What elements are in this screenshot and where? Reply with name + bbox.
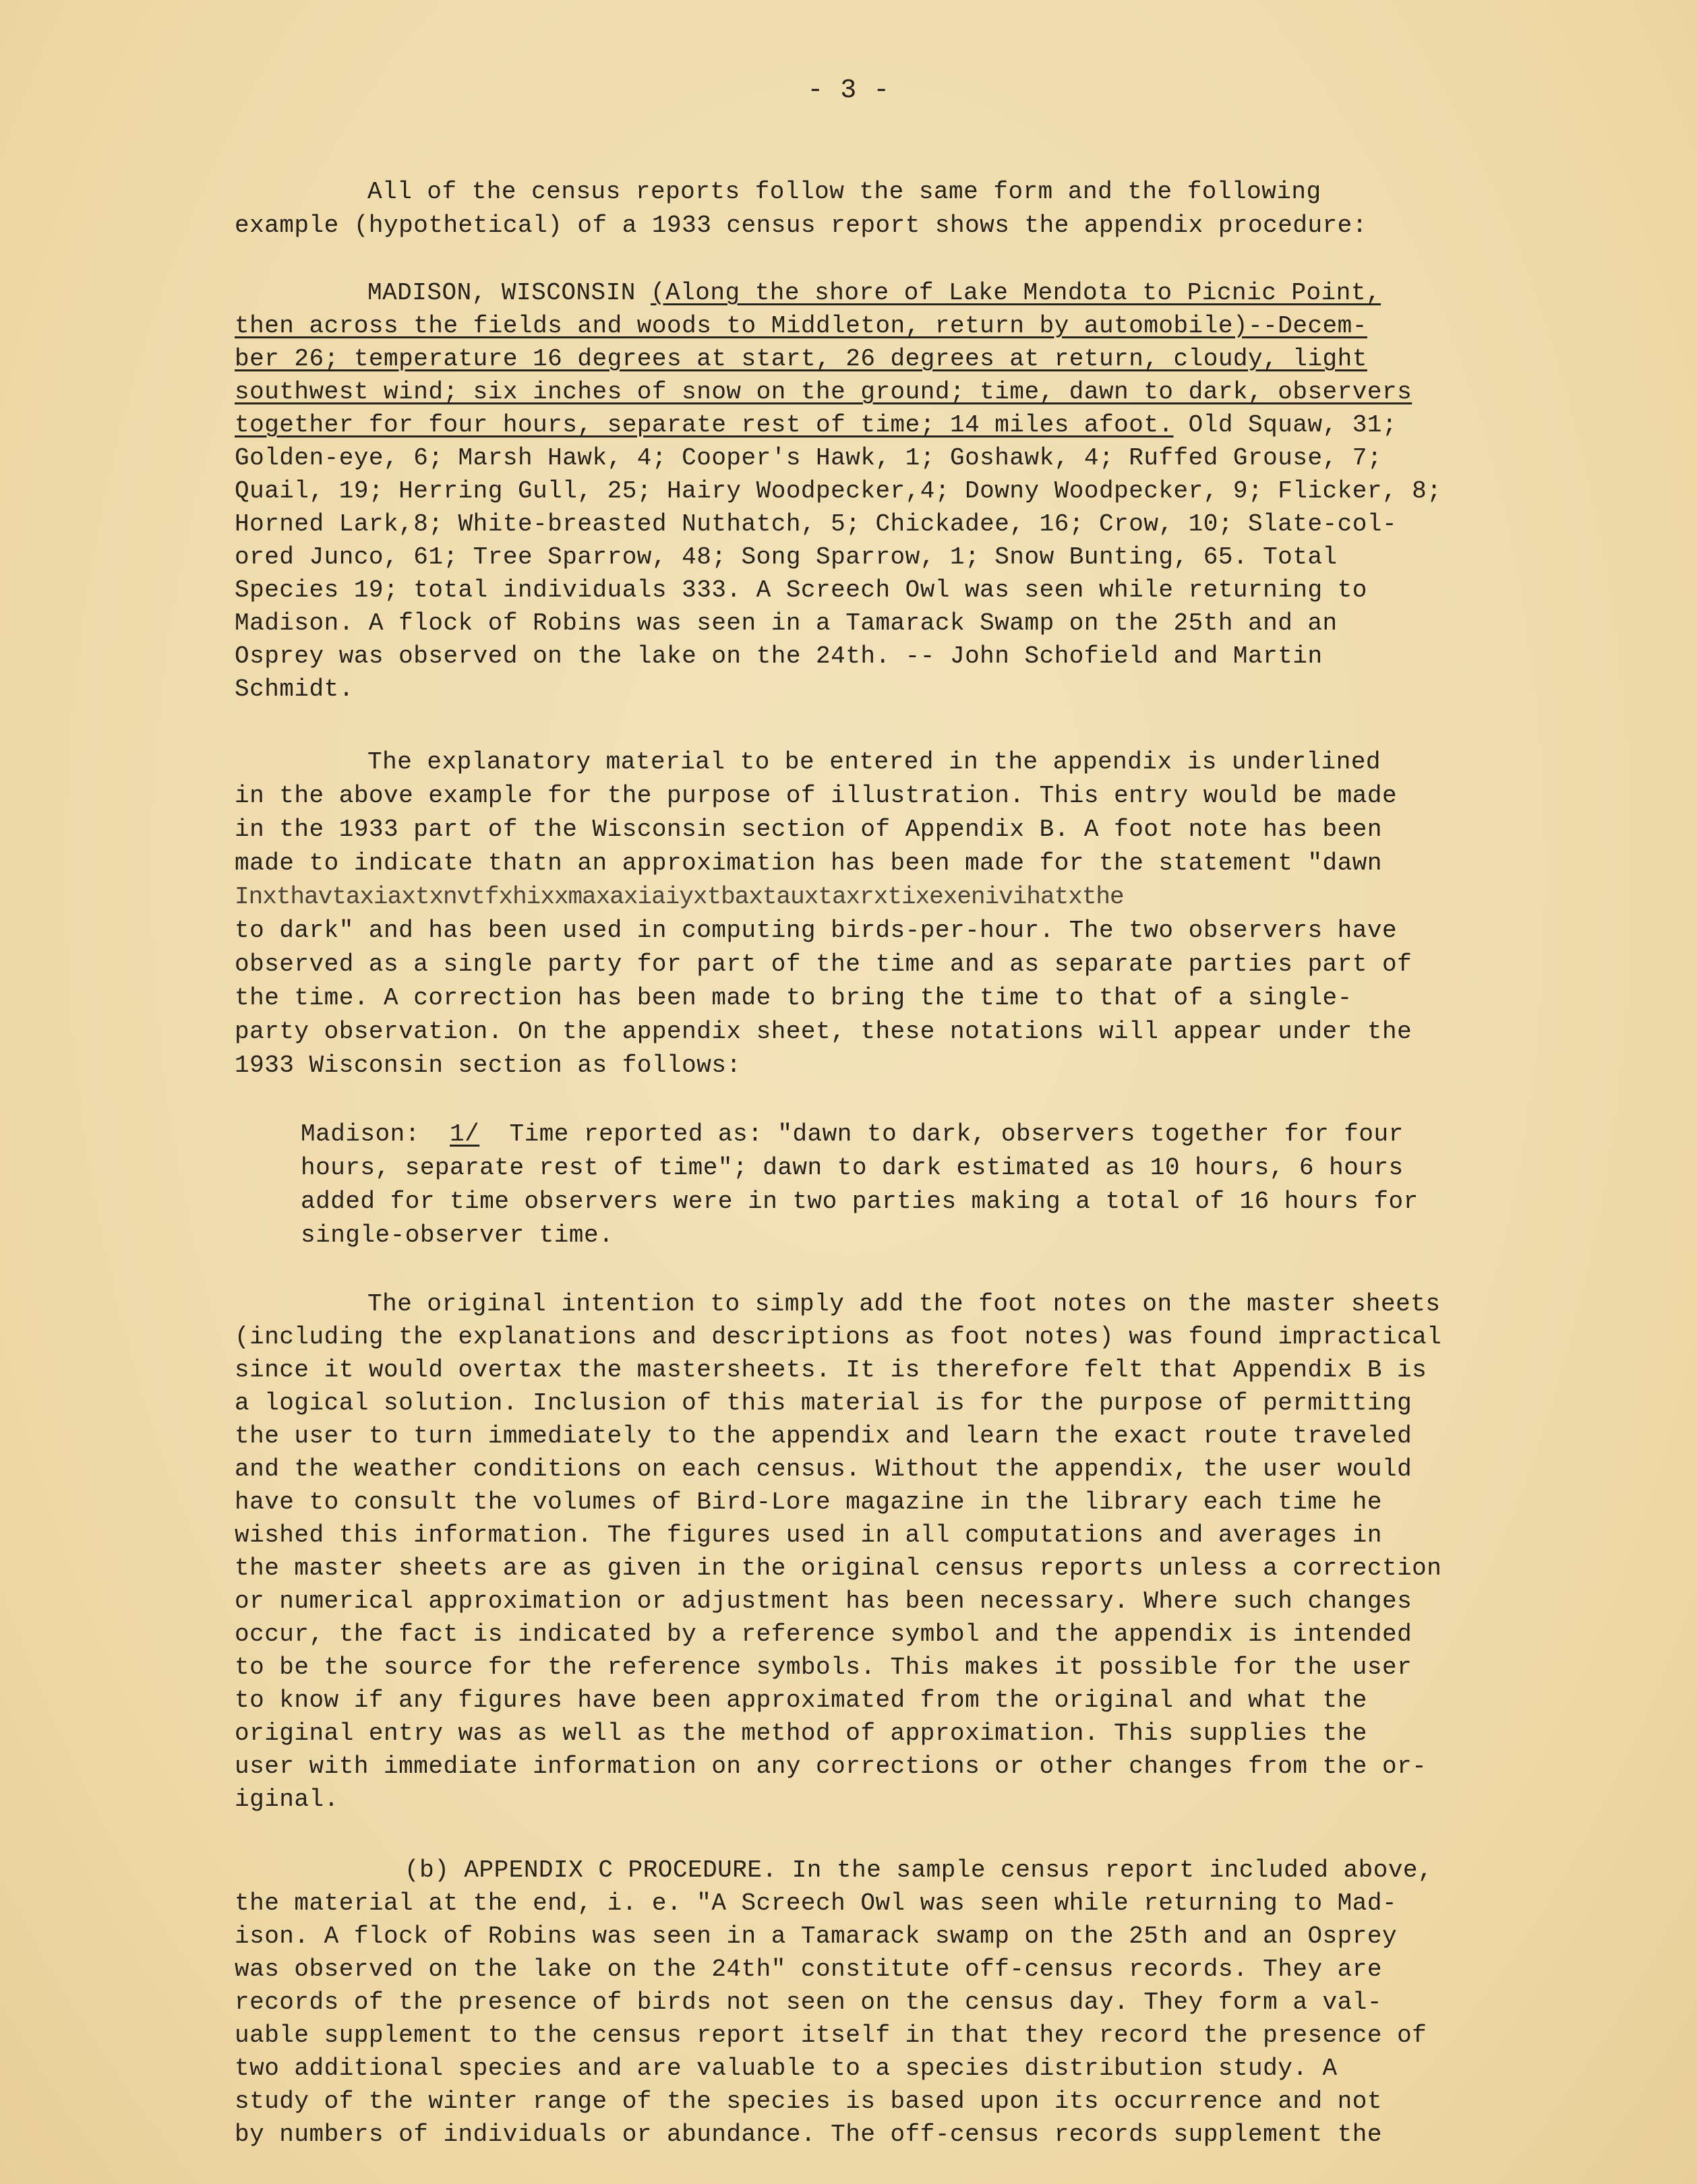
census-line-3: Horned Lark,8; White-breasted Nuthatch, 5; Chickadee, 16; Crow, 10; Slate-col- [235,510,1398,538]
appendix-note-first-line [301,1120,1404,1148]
appendix-note-label: Madison: [301,1120,420,1148]
census-location: MADISON, WISCONSIN [367,279,651,307]
explanatory-line-6: observed as a single party for part of the time and as separate parties part of [235,950,1412,978]
intention-line-14: original entry was as well as the method of approximation. This supplies the [235,1720,1367,1747]
census-last-underlined: together for four hours, separate rest of time; 14 miles afoot. [235,411,1174,439]
appendix-c-line-8: study of the winter range of the species is based upon its occurrence and not [235,2088,1382,2115]
appendix-c-line-5: records of the presence of birds not seen on the census day. They form a val- [235,1989,1382,2016]
explanatory-line-4: made to indicate thatn an approximation has been made for the statement "dawn [235,849,1382,877]
appendix-note-line-3: added for time observers were in two parties making a total of 16 hours for [301,1188,1419,1215]
page-number: - 3 - [807,75,890,106]
intention-line-11: occur, the fact is indicated by a reference symbol and the appendix is intended [235,1620,1412,1648]
explanatory-line-8: party observation. On the appendix sheet, these notations will appear under the [235,1018,1412,1045]
appendix-c-line-7: two additional species and are valuable to a species distribution study. A [235,2055,1338,2082]
appendix-c-line-2: the material at the end, i. e. "A Screech Owl was seen while returning to Mad- [235,1889,1398,1917]
intro-line-1: All of the census reports follow the same form and the following [367,178,1321,206]
intention-line-8: wished this information. The figures used in all computations and averages in [235,1521,1382,1549]
appendix-c-line-1: (b) APPENDIX C PROCEDURE. In the sample census report included above, [405,1856,1433,1884]
footnote-marker: 1/ [450,1120,480,1148]
census-underlined-line-1: then across the fields and woods to Middleton, return by automobile)--Decem- [235,312,1367,340]
intention-line-4: a logical solution. Inclusion of this material is for the purpose of permitting [235,1389,1412,1417]
intention-line-6: and the weather conditions on each census. Without the appendix, the user would [235,1455,1412,1483]
census-underlined-line-2: ber 26; temperature 16 degrees at start, 26 degrees at return, cloudy, light [235,345,1367,373]
appendix-c-line-9: by numbers of individuals or abundance. The off-census records supplement the [235,2121,1382,2148]
intention-line-16: iginal. [235,1786,339,1813]
appendix-note-line-2: hours, separate rest of time"; dawn to dark estimated as 10 hours, 6 hours [301,1154,1404,1182]
census-line-6: Madison. A flock of Robins was seen in a Tamarack Swamp on the 25th and an [235,609,1338,637]
appendix-c-line-6: uable supplement to the census report itself in that they record the presence of [235,2022,1427,2049]
census-route-underlined: (Along the shore of Lake Mendota to Picnic Point, [650,279,1381,307]
intention-line-12: to be the source for the reference symbols. This makes it possible for the user [235,1654,1412,1681]
census-example-first-line [367,279,1381,307]
intention-line-2: (including the explanations and descriptions as foot notes) was found impractical [235,1323,1442,1351]
explanatory-line-9: 1933 Wisconsin section as follows: [235,1052,742,1079]
intention-line-13: to know if any figures have been approximated from the original and what the [235,1687,1367,1714]
appendix-c-line-3: ison. A flock of Robins was seen in a Tamarack swamp on the 25th and an Osprey [235,1922,1398,1950]
explanatory-line-2: in the above example for the purpose of illustration. This entry would be made [235,782,1398,810]
appendix-note-text: Time reported as: "dawn to dark, observers together for four [509,1120,1404,1148]
census-line-5: Species 19; total individuals 333. A Screech Owl was seen while returning to [235,576,1367,604]
appendix-c-line-4: was observed on the lake on the 24th" constitute off-census records. They are [235,1955,1382,1983]
census-line-7: Osprey was observed on the lake on the 24th. -- John Schofield and Martin [235,642,1323,670]
intention-line-5: the user to turn immediately to the appendix and learn the exact route traveled [235,1422,1412,1450]
explanatory-line-5: to dark" and has been used in computing birds-per-hour. The two observers have [235,917,1398,944]
census-line-1: Golden-eye, 6; Marsh Hawk, 4; Cooper's Hawk, 1; Goshawk, 4; Ruffed Grouse, 7; [235,444,1382,472]
intention-line-3: since it would overtax the mastersheets. It is therefore felt that Appendix B is [235,1356,1427,1384]
appendix-note-line-4: single-observer time. [301,1221,614,1249]
struck-out-line: Inxthavtaxiaxtxnvtfxhixxmaxaxiaiyxtbaxtauxtaxrxtixexenivihatxthe [235,883,1124,911]
census-line-8: Schmidt. [235,675,354,703]
intention-line-15: user with immediate information on any corrections or other changes from the or- [235,1753,1427,1780]
explanatory-line-7: the time. A correction has been made to bring the time to that of a single- [235,984,1352,1012]
explanatory-line-1: The explanatory material to be entered in the appendix is underlined [367,748,1381,776]
explanatory-line-3: in the 1933 part of the Wisconsin section of Appendix B. A foot note has been [235,816,1382,843]
census-line-2: Quail, 19; Herring Gull, 25; Hairy Woodpecker,4; Downy Woodpecker, 9; Flicker, 8; [235,477,1442,505]
census-line-4: ored Junco, 61; Tree Sparrow, 48; Song Sparrow, 1; Snow Bunting, 65. Total [235,543,1338,571]
census-underlined-line-3: southwest wind; six inches of snow on the ground; time, dawn to dark, observers [235,378,1412,406]
census-underlined-line-4 [235,411,1397,439]
intention-line-7: have to consult the volumes of Bird-Lore magazine in the library each time he [235,1488,1382,1516]
intro-line-2: example (hypothetical) of a 1933 census report shows the appendix procedure: [235,212,1367,239]
census-species-start: Old Squaw, 31; [1173,411,1398,439]
intention-line-10: or numerical approximation or adjustment has been necessary. Where such changes [235,1587,1412,1615]
intention-line-9: the master sheets are as given in the original census reports unless a correction [235,1554,1442,1582]
intention-line-1: The original intention to simply add the foot notes on the master sheets [367,1290,1441,1318]
